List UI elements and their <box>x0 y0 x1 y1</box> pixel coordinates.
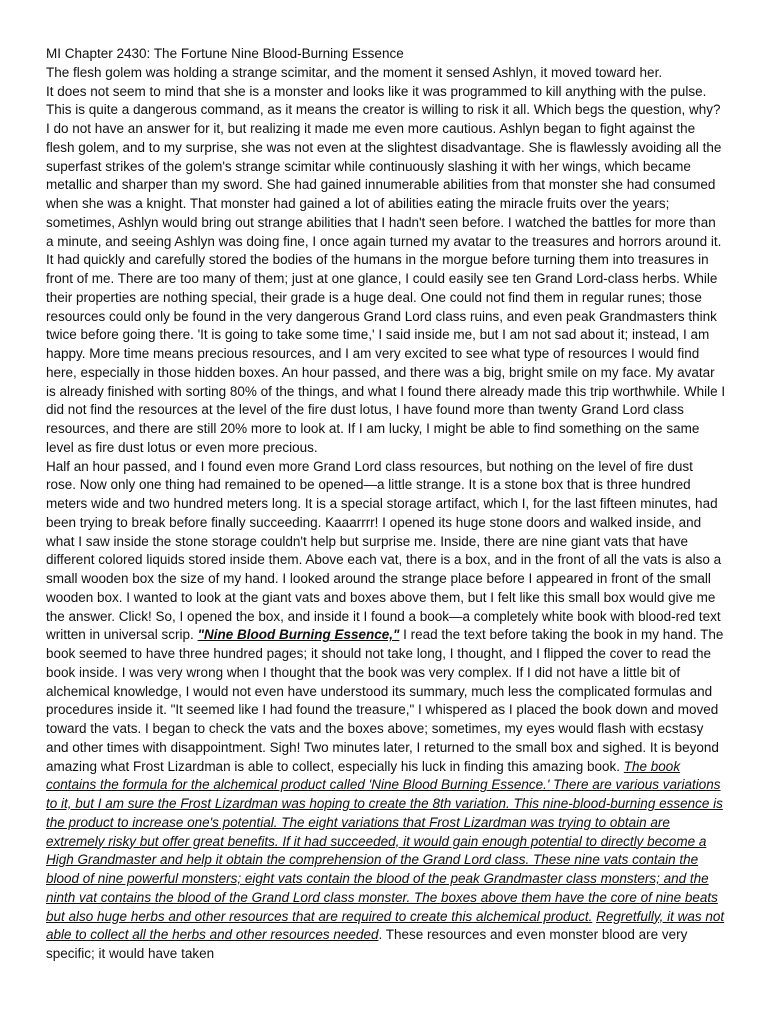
regret-emphasis: Regretfully, it was not able to collect all the herbs and other resources needed <box>46 908 725 943</box>
paragraph-3 <box>46 458 726 964</box>
paragraph-3-text-a: Half an hour passed, and I found even more Grand Lord class resources, but nothing on the level of fire dust rose. Now only one thing had remained to be opened—a little strange. It is a stone box that is three hundred meters wide and two hundred meters long. It is a special storage artifact, which I, for the last fifteen minutes, had been trying to break before finally succeeding. Kaaarrrr! I opened its huge stone doors and walked inside, and what I saw inside the stone storage couldn't help but surprise me. Inside, there are nine giant vats that have different colored liquids stored inside them. Above each vat, there is a box, and in the front of all the vats is also a small wooden box the size of my hand. I looked around the strange place before I appeared in front of the small wooden box. I wanted to look at the giant vats and boxes above them, but I felt like this small box would give me the answer. Click! So, I opened the box, and inside it I found a book—a completely white book with blood-red text written in universal scrip. <box>46 458 722 643</box>
paragraph-3-text-c: I read the text before taking the book in my hand. The book seemed to have three hundred pages; it should not take long, I thought, and I flipped the cover to read the book inside. I was very wrong when I thought that the book was very complex. If I did not have a little bit of alchemical knowledge, I would not even have understood its summary, much less the complicated formulas and procedures inside it. "It seemed like I had found the treasure," I whispered as I placed the book down and moved toward the vats. I began to check the vats and the boxes above; sometimes, my eyes would flash with ecstasy and other times with disappointment. Sigh! Two minutes later, I returned to the small box and sighed. It is beyond amazing what Frost Lizardman is able to collect, especially his luck in finding this amazing book. <box>46 627 724 774</box>
paragraph-2: It does not seem to mind that she is a monster and looks like it was programmed to kill anything with the pulse. This is quite a dangerous command, as it means the creator is willing to risk it all. Which begs the question, why? I do not have an answer for it, but realizing it made me even more cautious. Ashlyn began to fight against the flesh golem, and to my surprise, she was not even at the slightest disadvantage. She is flawlessly avoiding all the superfast strikes of the golem's strange scimitar while continuously slashing it with her wings, which became metallic and sharper than my sword. She had gained innumerable abilities from that monster she had consumed when she was a knight. That monster had gained a lot of abilities eating the miracle fruits over the years; sometimes, Ashlyn would bring out strange abilities that I hadn't seen before. I watched the battles for more than a minute, and seeing Ashlyn was doing fine, I once again turned my avatar to the treasures and horrors around it. It had quickly and carefully stored the bodies of the humans in the morgue before turning them into treasures in front of me. There are too many of them; just at one glance, I could easily see ten Grand Lord-class herbs. While their properties are nothing special, their grade is a huge deal. One could not find them in regular runes; those resources could only be found in the very dangerous Grand Lord class ruins, and even peak Grandmasters think twice before going there. 'It is going to take some time,' I said inside me, but I am not sad about it; instead, I am happy. More time means precious resources, and I am very excited to see what type of resources I would find here, especially in those hidden boxes. An hour passed, and there was a big, bright smile on my face. My avatar is already finished with sorting 80% of the things, and what I found there already made this trip worthwhile. While I did not find the resources at the level of the fire dust lotus, I have found more than twenty Grand Lord class resources, and there are still 20% more to look at. If I am lucky, I might be able to find something on the same level as fire dust lotus or even more precious. <box>46 83 726 455</box>
document-page <box>46 45 726 964</box>
paragraph-3-text-g: . These resources and even monster blood are very specific; it would have taken <box>46 927 688 961</box>
book-summary-emphasis: The book contains the formula for the alchemical product called 'Nine Blood Burning Essence.' There are various variations to it, but I am sure the Frost Lizardman was hoping to create the 8th variation. This nine-blood-burning essence is the product to increase one's potential. The eight variations that Frost Lizardman was trying to obtain are extremely risky but offer great benefits. If it had succeeded, it would gain enough potential to directly become a High Grandmaster and help it obtain the comprehension of the Grand Lord class. These nine vats contain the blood of nine powerful monsters; eight vats contain the blood of the peak Grandmaster class monsters; and the ninth vat contains the blood of the Grand Lord class monster. The boxes above them have the core of nine beats but also huge herbs and other resources that are required to create this alchemical product. <box>46 758 723 924</box>
chapter-title: MI Chapter 2430: The Fortune Nine Blood-Burning Essence <box>46 46 404 61</box>
book-title-emphasis: "Nine Blood Burning Essence," <box>197 627 400 643</box>
paragraph-1: The flesh golem was holding a strange scimitar, and the moment it sensed Ashlyn, it moved toward her. <box>46 64 663 80</box>
